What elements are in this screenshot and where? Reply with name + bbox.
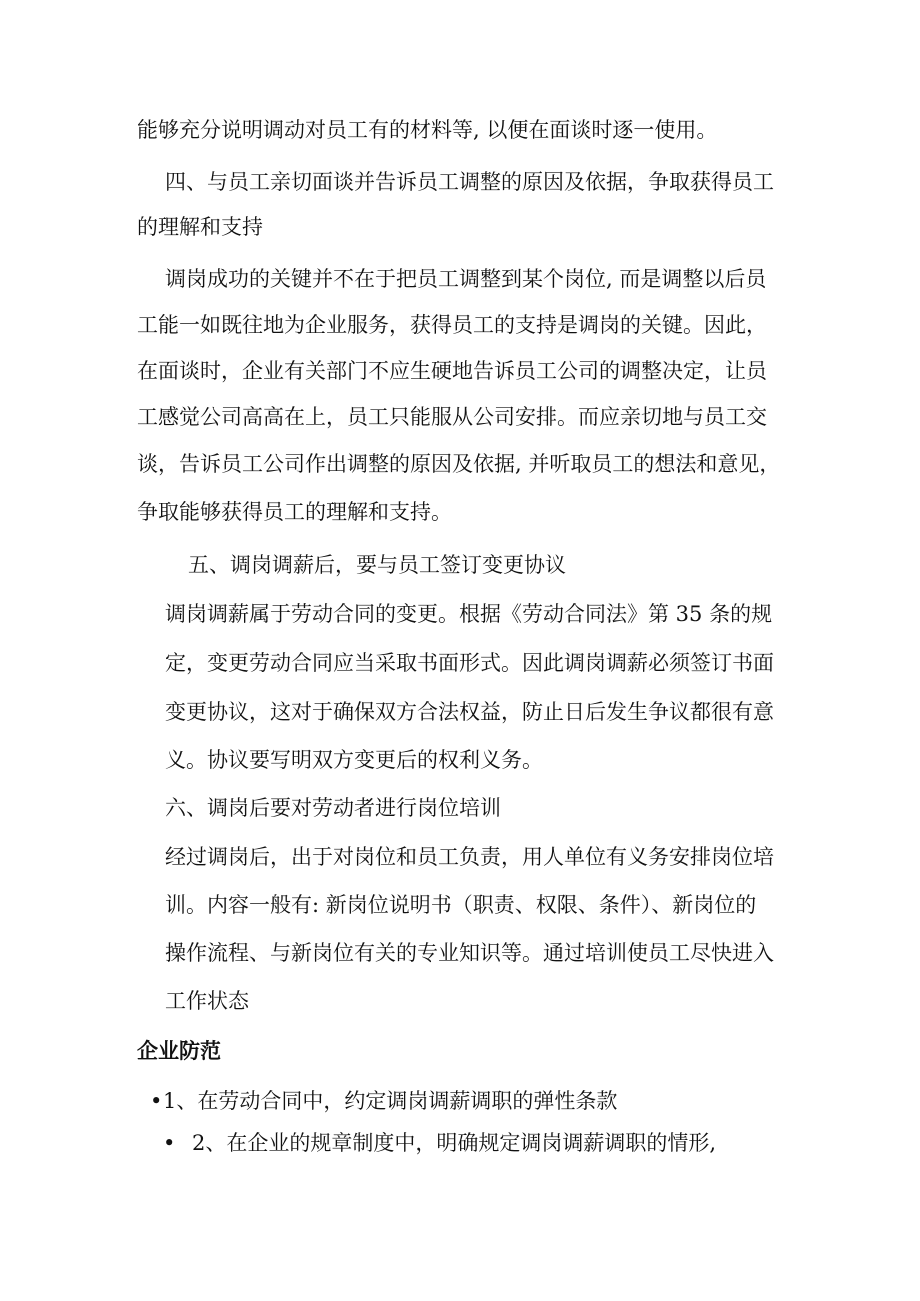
section-4-body-line: 工感觉公司高高在上，员工只能服从公司安排。而应亲切地与员工交 <box>137 405 767 429</box>
section-5-body-line: 义。协议要写明双方变更后的权利义务。 <box>165 748 543 772</box>
section-4-body-line: 工能一如既往地为企业服务，获得员工的支持是调岗的关键。因此， <box>137 313 767 337</box>
section-4-body-line: 调岗成功的关键并不在于把员工调整到某个岗位, 而是调整以后员 <box>165 267 767 291</box>
section-4-body-line: 谈，告诉员工公司作出调整的原因及依据, 并听取员工的想法和意见， <box>137 452 781 476</box>
section-4-body-line: 在面谈时，企业有关部门不应生硬地告诉员工公司的调整决定，让员 <box>137 359 767 383</box>
section-6-body-line: 操作流程、与新岗位有关的专业知识等。通过培训使员工尽快进入 <box>165 941 774 965</box>
section-4-heading-line-2: 的理解和支持 <box>137 215 263 239</box>
bullet-marker: • <box>163 1131 176 1155</box>
section-title: 企业防范 <box>137 1039 221 1063</box>
section-4-heading-line-1: 四、与员工亲切面谈并告诉员工调整的原因及依据，争取获得员工 <box>165 170 774 194</box>
section-5-body-line: 定，变更劳动合同应当采取书面形式。因此调岗调薪必须签订书面 <box>165 651 774 675</box>
bullet-item: 2、在企业的规章制度中，明确规定调岗调薪调职的情形, <box>192 1131 717 1155</box>
bullet-marker: • <box>150 1089 163 1113</box>
section-6-body-line: 训。内容一般有: 新岗位说明书（职责、权限、条件）、新岗位的 <box>165 893 757 917</box>
section-5-body-line: 调岗调薪属于劳动合同的变更。根据《劳动合同法》第 35 条的规 <box>165 602 773 626</box>
section-5-heading: 五、调岗调薪后，要与员工签订变更协议 <box>188 553 566 577</box>
section-4-body-line: 争取能够获得员工的理解和支持。 <box>137 500 452 524</box>
intro-line: 能够充分说明调动对员工有的材料等, 以便在面谈时逐一使用。 <box>137 118 718 142</box>
section-5-body-line: 变更协议，这对于确保双方合法权益，防止日后发生争议都很有意 <box>165 700 774 724</box>
section-6-heading: 六、调岗后要对劳动者进行岗位培训 <box>165 796 501 820</box>
section-6-body-line: 工作状态 <box>165 989 249 1013</box>
section-6-body-line: 经过调岗后，出于对岗位和员工负责，用人单位有义务安排岗位培 <box>165 845 774 869</box>
bullet-item: 1、在劳动合同中，约定调岗调薪调职的弹性条款 <box>163 1089 618 1113</box>
